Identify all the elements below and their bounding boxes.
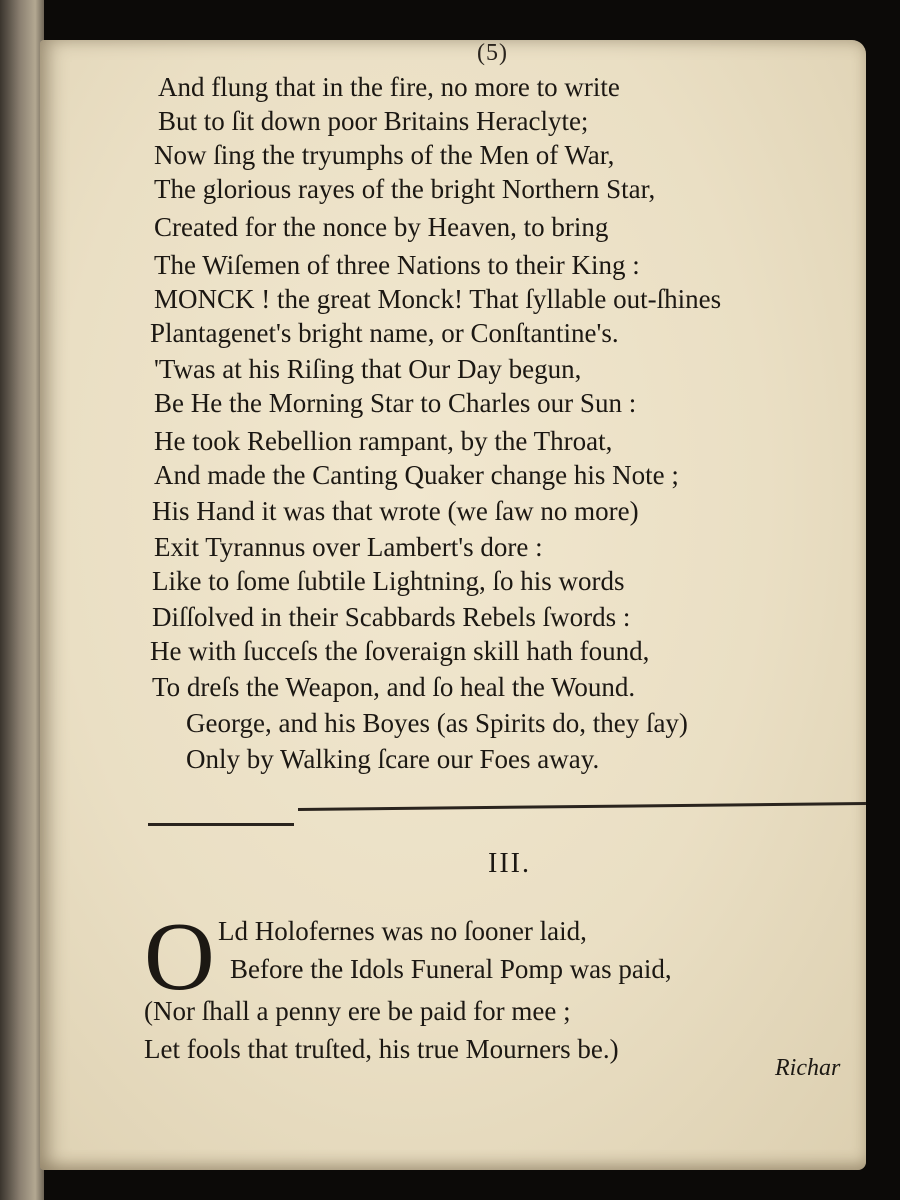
verse-line: Be He the Morning Star to Charles our Sun : bbox=[154, 388, 637, 418]
book-page bbox=[40, 40, 866, 1170]
verse-line: But to ſit down poor Britains Heraclyte; bbox=[158, 106, 589, 136]
section-line: Ld Holofernes was no ſooner laid, bbox=[218, 916, 587, 946]
verse-line: To dreſs the Weapon, and ſo heal the Wound. bbox=[152, 672, 636, 702]
section-divider-left bbox=[148, 823, 294, 826]
verse-line: He with ſucceſs the ſoveraign skill hath found, bbox=[150, 636, 650, 666]
verse-line: Diſſolved in their Scabbards Rebels ſwords : bbox=[152, 602, 631, 632]
book-spine-edge bbox=[0, 0, 44, 1200]
verse-line: MONCK ! the great Monck! That ſyllable out-ſhines bbox=[154, 284, 722, 314]
verse-line: Exit Tyrannus over Lambert's dore : bbox=[154, 532, 543, 562]
verse-line: And made the Canting Quaker change his Note ; bbox=[154, 460, 679, 490]
verse-line: Created for the nonce by Heaven, to bring bbox=[154, 212, 609, 242]
verse-line: Like to ſome ſubtile Lightning, ſo his words bbox=[152, 566, 625, 596]
verse-block bbox=[40, 40, 866, 800]
verse-line: Only by Walking ſcare our Foes away. bbox=[186, 744, 600, 774]
page-number: (5) bbox=[477, 40, 508, 66]
section-line: Before the Idols Funeral Pomp was paid, bbox=[230, 954, 672, 984]
verse-line: Plantagenet's bright name, or Conſtantine's. bbox=[150, 318, 619, 348]
section-divider-right bbox=[298, 802, 866, 811]
drop-cap-initial: O bbox=[144, 903, 215, 1011]
verse-line: The glorious rayes of the bright Northern Star, bbox=[154, 174, 656, 204]
verse-line: His Hand it was that wrote (we ſaw no more) bbox=[152, 496, 639, 526]
verse-line: George, and his Boyes (as Spirits do, they ſay) bbox=[186, 708, 688, 738]
verse-line: The Wiſemen of three Nations to their King : bbox=[154, 250, 640, 280]
verse-line: He took Rebellion rampant, by the Throat, bbox=[154, 426, 613, 456]
section-line: (Nor ſhall a penny ere be paid for mee ; bbox=[144, 996, 571, 1026]
verse-line: Now ſing the tryumphs of the Men of War, bbox=[154, 140, 615, 170]
verse-line: 'Twas at his Riſing that Our Day begun, bbox=[154, 354, 582, 384]
section-heading: III. bbox=[488, 848, 531, 879]
section-line: Let fools that truſted, his true Mourners be.) bbox=[144, 1034, 619, 1064]
verse-line: And flung that in the fire, no more to write bbox=[158, 72, 620, 102]
catchword: Richar bbox=[775, 1055, 841, 1081]
